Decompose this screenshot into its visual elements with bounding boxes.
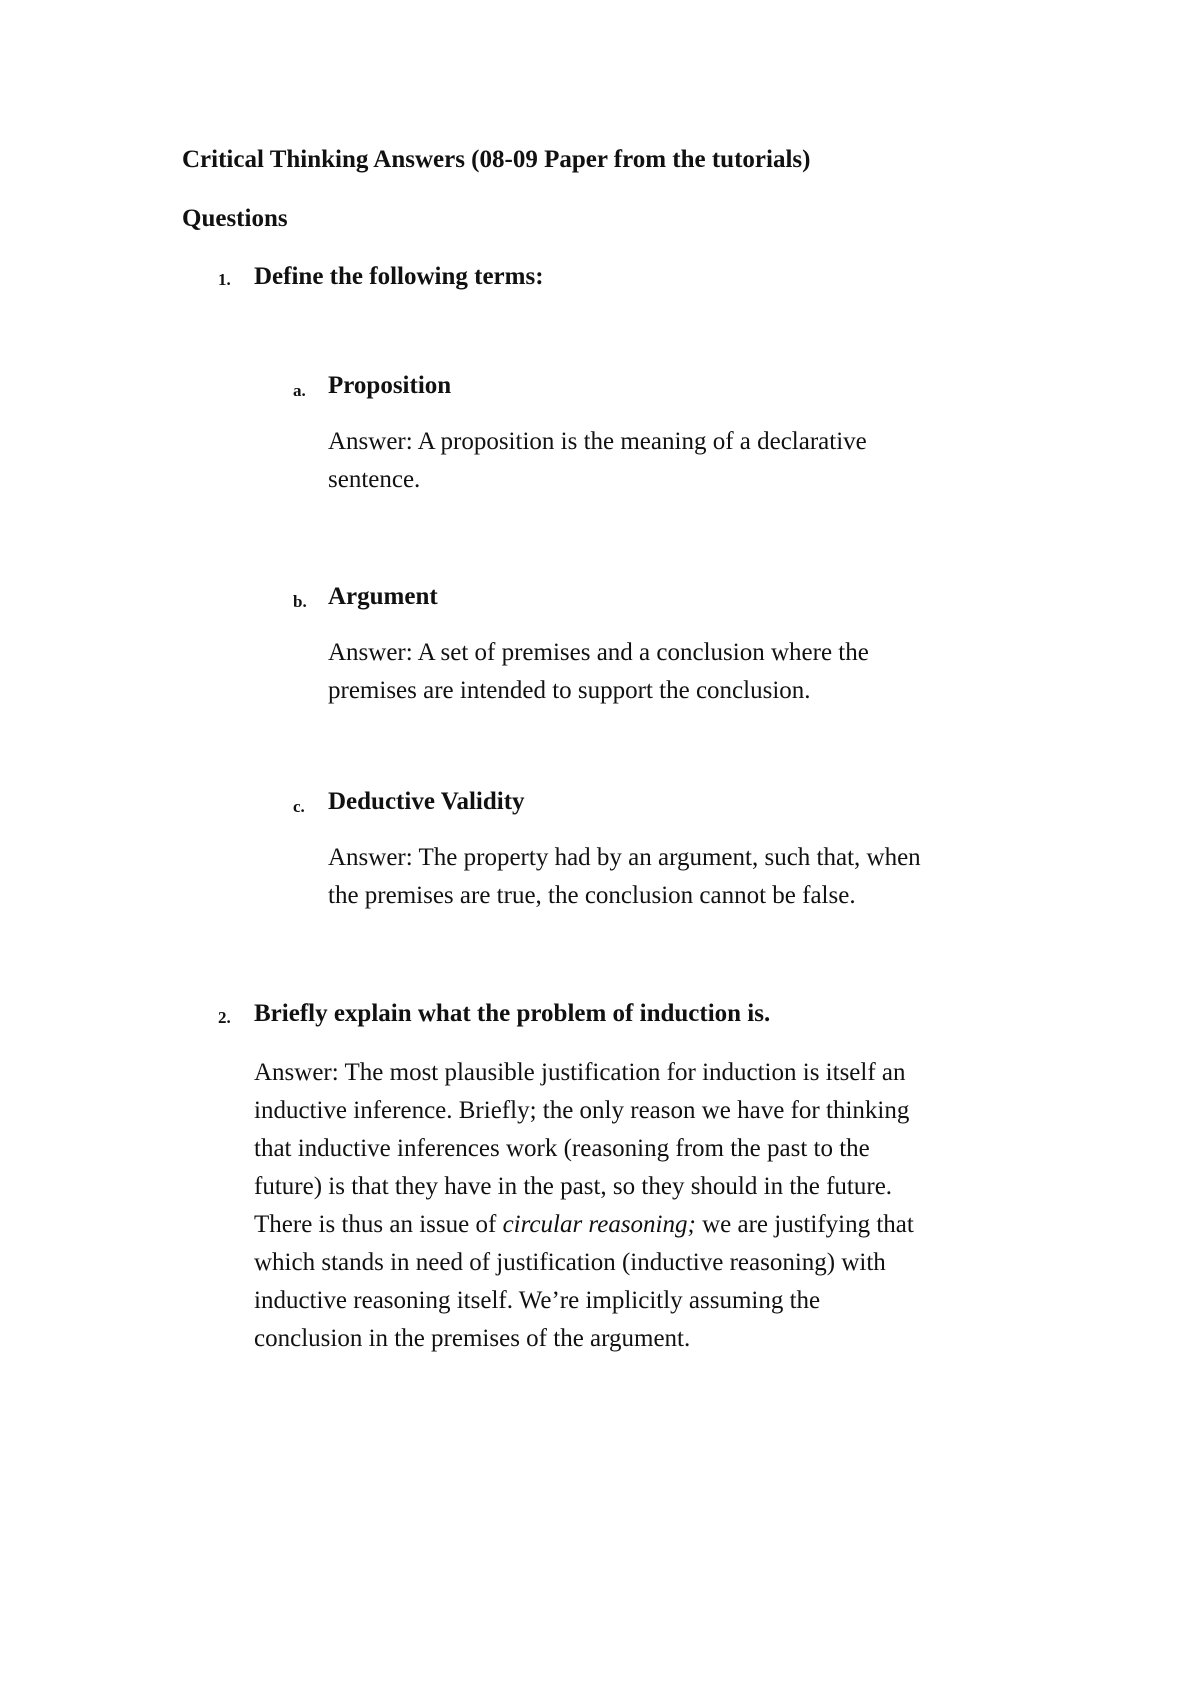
document-title: Critical Thinking Answers (08-09 Paper from the tutorials) (182, 146, 811, 173)
term-answer (328, 634, 869, 710)
answer-line: premises are intended to support the conclusion. (328, 677, 811, 704)
term-answer (328, 839, 921, 915)
answer-line (254, 1206, 914, 1244)
question-answer (254, 1054, 914, 1358)
question-text: Briefly explain what the problem of induction is. (254, 1000, 771, 1027)
answer-line: future) is that they have in the past, so they should in the future. (254, 1173, 893, 1200)
answer-line: Answer: A set of premises and a conclusion where the (328, 639, 869, 666)
answer-line: which stands in need of justification (inductive reasoning) with (254, 1249, 886, 1276)
answer-line: conclusion in the premises of the argument. (254, 1325, 691, 1352)
term-letter: b. (293, 592, 307, 611)
answer-line: inductive reasoning itself. We’re implicitly assuming the (254, 1287, 821, 1314)
term-title: Proposition (328, 372, 452, 399)
term-letter: c. (293, 797, 305, 816)
answer-line: that inductive inferences work (reasoning from the past to the (254, 1135, 870, 1162)
question-number: 2. (218, 1008, 231, 1027)
term-answer (328, 423, 867, 499)
question-number: 1. (218, 270, 231, 289)
italic-phrase: circular reasoning; (502, 1211, 696, 1238)
answer-line: sentence. (328, 466, 421, 493)
section-heading: Questions (182, 205, 288, 232)
answer-line: inductive inference. Briefly; the only reason we have for thinking (254, 1097, 910, 1124)
term-letter: a. (293, 381, 306, 400)
term-title: Deductive Validity (328, 788, 525, 815)
answer-text: There is thus an issue of (254, 1211, 503, 1238)
answer-text: we are justifying that (695, 1211, 914, 1238)
answer-line: Answer: A proposition is the meaning of a declarative (328, 428, 867, 455)
answer-line: Answer: The most plausible justification for induction is itself an (254, 1059, 906, 1086)
question-text: Define the following terms: (254, 263, 544, 290)
answer-line: the premises are true, the conclusion cannot be false. (328, 882, 856, 909)
answer-line: Answer: The property had by an argument, such that, when (328, 844, 921, 871)
term-title: Argument (328, 583, 438, 610)
